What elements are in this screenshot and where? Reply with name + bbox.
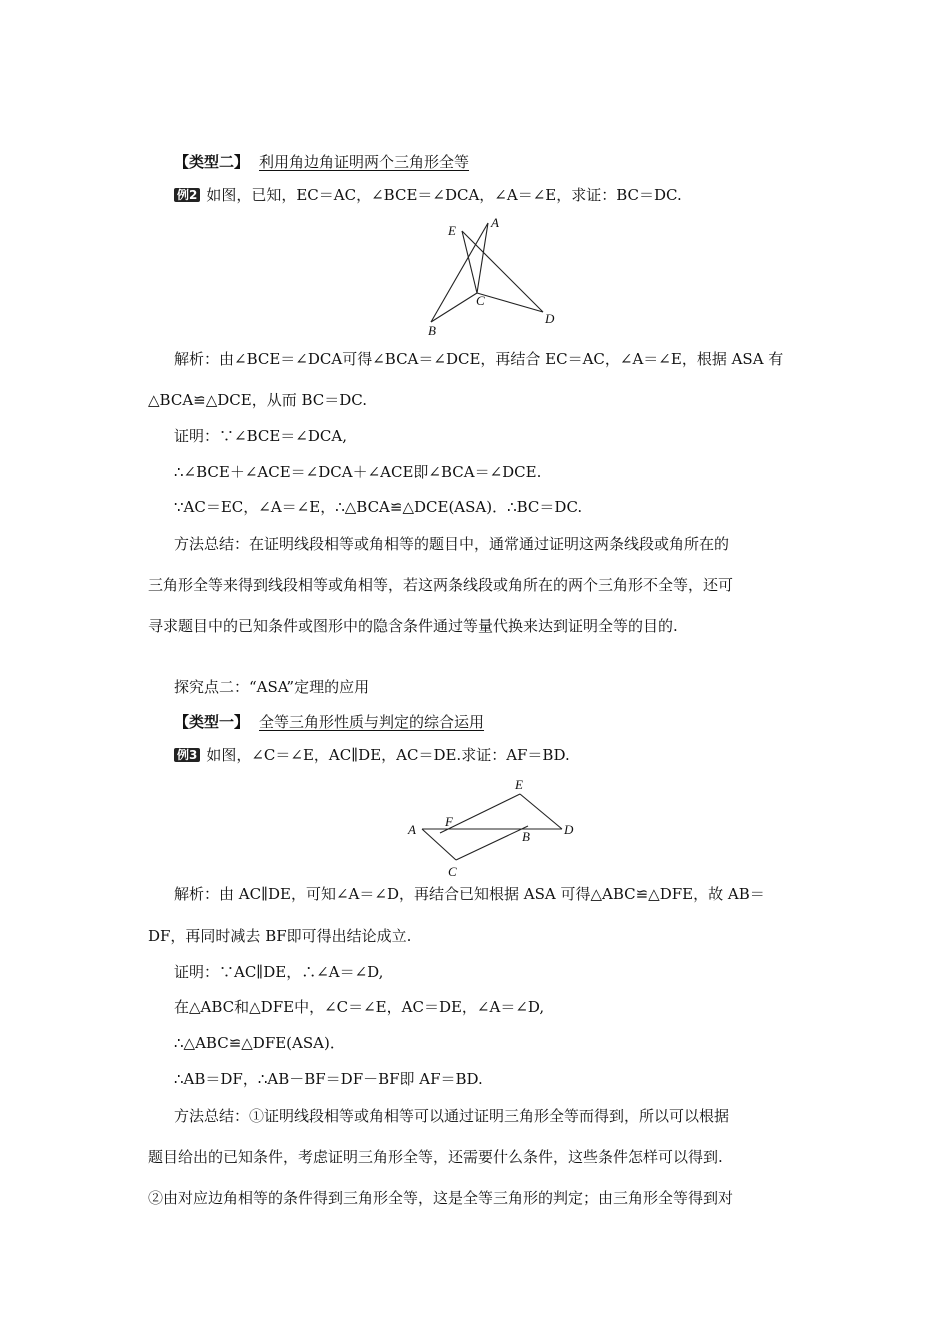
example-3-text: 如图，∠C＝∠E，AC∥DE，AC＝DE.求证：AF＝BD.	[206, 746, 570, 764]
type-title: 全等三角形性质与判定的综合运用	[259, 713, 485, 731]
type-title: 利用角边角证明两个三角形全等	[259, 153, 470, 171]
example-3-proof-line1: 证明：∵AC∥DE，∴∠A＝∠D,	[174, 963, 384, 981]
example-2-text: 如图，已知，EC＝AC，∠BCE＝∠DCA，∠A＝∠E，求证：BC＝DC.	[206, 186, 682, 204]
exploration-point-2: 探究点二：“ASA”定理的应用	[174, 678, 370, 696]
example-2-proof-line1: 证明：∵∠BCE＝∠DCA,	[174, 427, 347, 445]
example-3-proof-line3: ∴△ABC≌△DFE(ASA)．	[174, 1034, 345, 1052]
example-2-summary-line1: 方法总结：在证明线段相等或角相等的题目中，通常通过证明这两条线段或角所在的	[174, 535, 730, 553]
example-2-analysis-line2: △BCA≌△DCE，从而 BC＝DC.	[148, 391, 367, 409]
figure-example-2	[420, 215, 570, 340]
example-2-proof-line2: ∴∠BCE＋∠ACE＝∠DCA＋∠ACE即∠BCA＝∠DCE.	[174, 463, 542, 481]
segment-CB	[456, 826, 528, 860]
example-3-analysis-line1: 解析：由 AC∥DE，可知∠A＝∠D，再结合已知根据 ASA 可得△ABC≌△DFE，故 AB＝	[174, 885, 765, 903]
example-3-summary-line3: ②由对应边角相等的条件得到三角形全等，这是全等三角形的判定；由三角形全等得到对	[148, 1189, 734, 1207]
type-tag: 【类型二】	[174, 153, 250, 171]
label-D: D	[564, 822, 574, 837]
segment-EC	[462, 231, 477, 293]
segment-AC	[422, 829, 456, 860]
section-heading-type2	[174, 152, 469, 172]
label-E: E	[515, 777, 523, 792]
example-3-proof-line4: ∴AB＝DF，∴AB－BF＝DF－BF即 AF＝BD.	[174, 1070, 483, 1088]
segment-BC	[431, 293, 477, 322]
example-3-summary-line1: 方法总结：①证明线段相等或角相等可以通过证明三角形全等而得到，所以可以根据	[174, 1107, 730, 1125]
label-C: C	[448, 864, 457, 879]
label-D: D	[545, 311, 555, 326]
label-C: C	[476, 293, 485, 308]
label-B: B	[522, 829, 530, 844]
label-A: A	[491, 215, 499, 230]
section-heading-type1	[174, 712, 484, 732]
example-3-analysis-line2: DF，再同时减去 BF即可得出结论成立.	[148, 927, 412, 945]
example-badge: 例2	[174, 188, 200, 202]
example-3-proof-line2: 在△ABC和△DFE中，∠C＝∠E，AC＝DE，∠A＝∠D,	[174, 998, 545, 1016]
example-2-summary-line3: 寻求题目中的已知条件或图形中的隐含条件通过等量代换来达到证明全等的目的.	[148, 617, 678, 635]
label-E: E	[448, 223, 456, 238]
example-2-proof-line3: ∵AC＝EC，∠A＝∠E，∴△BCA≌△DCE(ASA)．∴BC＝DC.	[174, 498, 583, 516]
segment-ED	[520, 794, 562, 829]
type-tag: 【类型一】	[174, 713, 250, 731]
example-badge: 例3	[174, 748, 200, 762]
label-F: F	[445, 814, 453, 829]
label-B: B	[428, 323, 436, 338]
example-2-analysis-line1: 解析：由∠BCE＝∠DCA可得∠BCA＝∠DCE，再结合 EC＝AC，∠A＝∠E，根据 ASA 有	[174, 350, 784, 368]
example-2-statement	[174, 185, 834, 205]
figure-example-3	[400, 772, 590, 882]
example-3-statement	[174, 745, 834, 765]
example-3-summary-line2: 题目给出的已知条件，考虑证明三角形全等，还需要什么条件，这些条件怎样可以得到.	[148, 1148, 723, 1166]
example-2-summary-line2: 三角形全等来得到线段相等或角相等，若这两条线段或角所在的两个三角形不全等，还可	[148, 576, 734, 594]
label-A: A	[408, 822, 416, 837]
